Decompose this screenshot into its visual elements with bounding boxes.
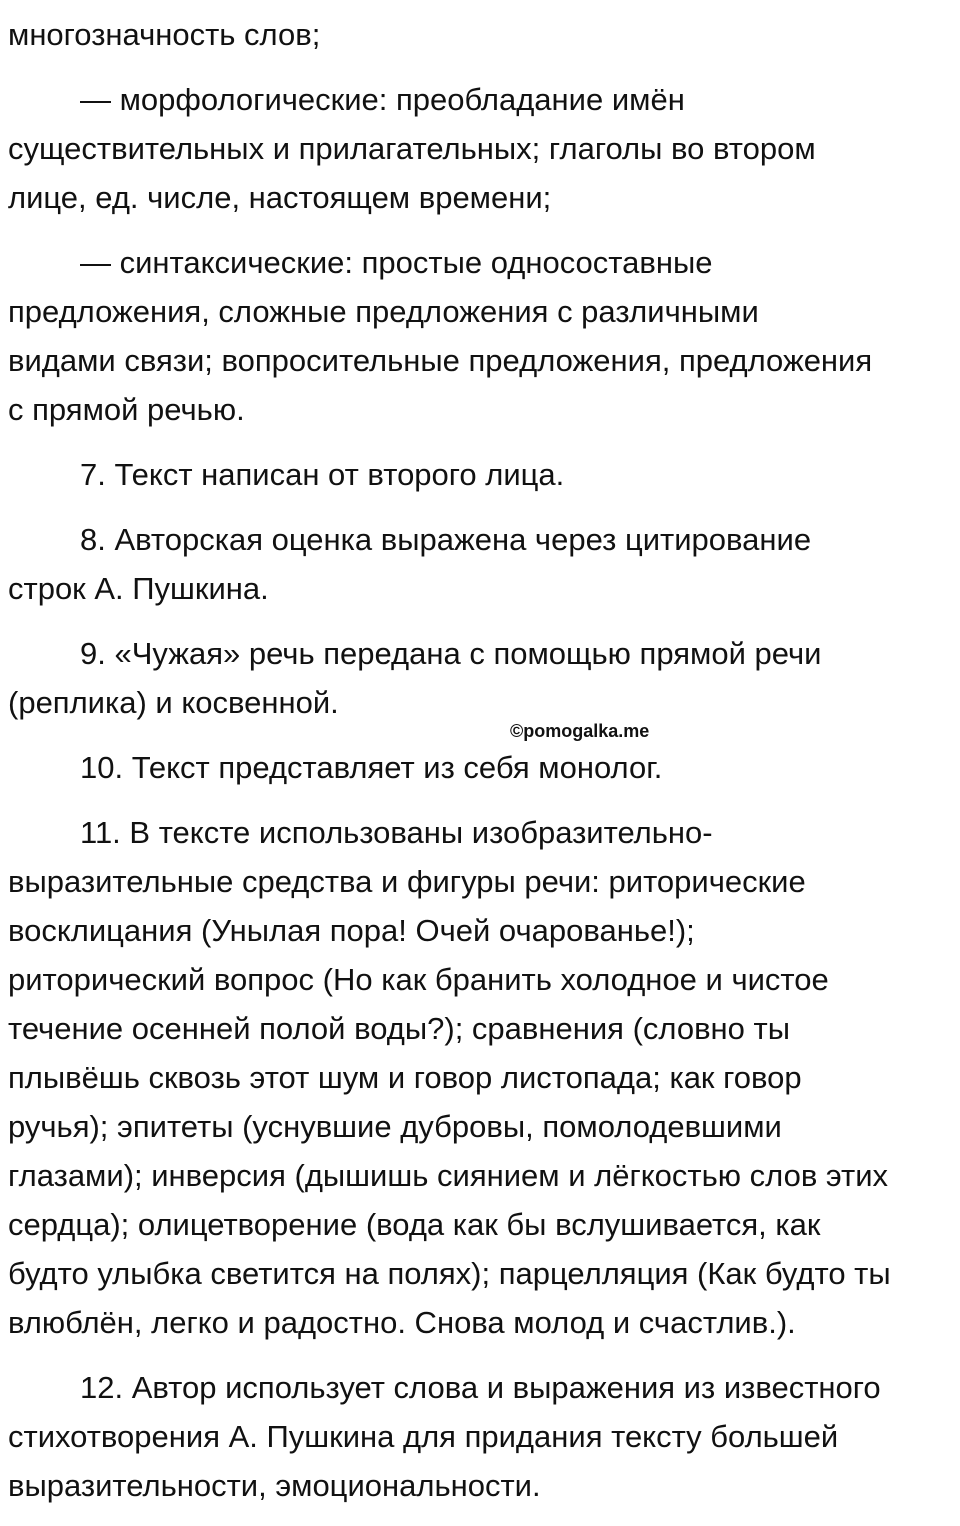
paragraph	[8, 743, 956, 792]
text-line: ручья); эпитеты (уснувшие дубровы, помолодевшими	[8, 1109, 782, 1144]
text-line: выразительные средства и фигуры речи: риторические	[8, 864, 806, 899]
text-line: предложения, сложные предложения с различными	[8, 294, 759, 329]
text-line: видами связи; вопросительные предложения, предложения	[8, 343, 873, 378]
text-line: 12. Автор использует слова и выражения из известного	[80, 1370, 881, 1405]
paragraph	[8, 808, 956, 1347]
paragraph	[8, 10, 956, 59]
paragraph	[8, 515, 956, 613]
text-line: 10. Текст представляет из себя монолог.	[80, 750, 663, 785]
text-line: стихотворения А. Пушкина для придания тексту большей	[8, 1419, 839, 1454]
paragraph	[8, 238, 956, 434]
text-line: 7. Текст написан от второго лица.	[80, 457, 565, 492]
document-body	[8, 10, 956, 1526]
text-line: плывёшь сквозь этот шум и говор листопада; как говор	[8, 1060, 802, 1095]
text-line: течение осенней полой воды?); сравнения (словно ты	[8, 1011, 790, 1046]
paragraph	[8, 629, 956, 727]
text-line: многозначность слов;	[8, 17, 321, 52]
text-line: 8. Авторская оценка выражена через цитирование	[80, 522, 812, 557]
watermark-text: ©pomogalka.me	[510, 721, 650, 741]
text-line: (реплика) и косвенной.	[8, 685, 339, 720]
paragraph	[8, 75, 956, 222]
text-line: — синтаксические: простые односоставные	[80, 245, 713, 280]
text-line: влюблён, легко и радостно. Снова молод и счастлив.).	[8, 1305, 796, 1340]
text-line: лице, ед. числе, настоящем времени;	[8, 180, 552, 215]
text-line: 9. «Чужая» речь передана с помощью прямой речи	[80, 636, 822, 671]
text-line: строк А. Пушкина.	[8, 571, 269, 606]
text-line: восклицания (Унылая пора! Очей очарованье!);	[8, 913, 695, 948]
text-line: риторический вопрос (Но как бранить холодное и чистое	[8, 962, 829, 997]
text-line: сердца); олицетворение (вода как бы вслушивается, как	[8, 1207, 821, 1242]
text-line: будто улыбка светится на полях); парцелляция (Как будто ты	[8, 1256, 891, 1291]
paragraph	[8, 1363, 956, 1510]
text-line: с прямой речью.	[8, 392, 245, 427]
text-line: существительных и прилагательных; глаголы во втором	[8, 131, 816, 166]
text-line: выразительности, эмоциональности.	[8, 1468, 541, 1503]
text-line: 11. В тексте использованы изобразительно-	[80, 815, 713, 850]
paragraph	[8, 450, 956, 499]
text-line: глазами); инверсия (дышишь сиянием и лёгкостью слов этих	[8, 1158, 889, 1193]
text-line: — морфологические: преобладание имён	[80, 82, 685, 117]
